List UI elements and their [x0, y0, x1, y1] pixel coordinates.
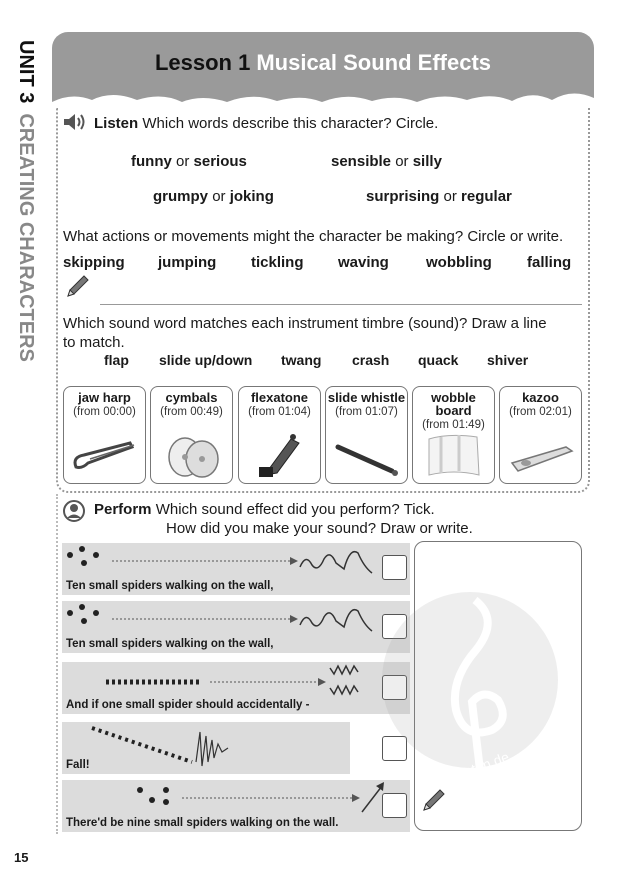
lyric-strip — [62, 543, 410, 595]
flexatone-icon — [245, 429, 316, 479]
listen-prompt: Which words describe this character? Circle. — [142, 115, 439, 132]
lesson-number: Lesson 1 — [154, 50, 251, 75]
choice-pair[interactable]: funny or serious — [131, 153, 247, 170]
jaw-harp-icon — [70, 429, 141, 479]
lyric-strip — [62, 722, 350, 774]
instrument-card[interactable]: slide whistle (from 01:07) — [325, 386, 408, 484]
falling-dots-icon — [62, 722, 350, 768]
match-prompt: Which sound word matches each instrument timbre (sound)? Draw a line to match. — [63, 315, 547, 351]
lesson-name: Musical Sound Effects — [256, 50, 492, 75]
wobble-board-icon — [419, 429, 490, 479]
sound-word[interactable]: twang — [281, 352, 322, 368]
page-number: 15 — [14, 850, 29, 865]
action-word[interactable]: tickling — [251, 254, 304, 271]
unit-title: CREATING CHARACTERS — [15, 113, 37, 362]
unit-label — [8, 36, 48, 396]
perform-label: Perform — [94, 501, 152, 518]
perform-icon — [63, 500, 85, 522]
lyric-strip — [62, 662, 410, 714]
cymbals-icon — [157, 429, 228, 479]
choice-pair[interactable]: grumpy or joking — [153, 188, 274, 205]
lyric-line: Fall! — [66, 759, 90, 771]
perform-prompt: Which sound effect did you perform? Tick. — [155, 501, 435, 518]
svg-text:UNIT 3CREATING CHARACTERS — [15, 40, 37, 362]
pencil-icon — [64, 274, 90, 300]
instrument-card[interactable]: cymbals (from 00:49) — [150, 386, 233, 484]
watermark-logo — [380, 570, 560, 800]
action-word[interactable]: waving — [338, 254, 389, 271]
lyric-line: Ten small spiders walking on the wall, — [66, 580, 274, 592]
listen-label: Listen — [94, 115, 139, 132]
sound-word[interactable]: shiver — [487, 352, 529, 368]
sound-word[interactable]: flap — [104, 352, 129, 368]
choice-pair[interactable]: sensible or silly — [331, 153, 442, 170]
dots-wave-icon — [62, 601, 410, 637]
perform-border — [56, 494, 58, 834]
write-line[interactable] — [100, 304, 582, 305]
instrument-card[interactable]: jaw harp (from 00:00) — [63, 386, 146, 484]
dots-arrow-icon — [62, 780, 410, 816]
actions-prompt: What actions or movements might the character be making? Circle or write. — [63, 228, 564, 245]
action-word[interactable]: falling — [527, 254, 572, 271]
sound-word[interactable]: slide up/down — [159, 352, 253, 368]
perform-prompt-2: How did you make your sound? Draw or write. — [166, 520, 473, 537]
lyric-line: There'd be nine small spiders walking on the wall. — [66, 817, 339, 829]
choice-pair[interactable]: surprising or regular — [366, 188, 512, 205]
kazoo-icon — [506, 429, 577, 479]
action-word[interactable]: wobbling — [426, 254, 492, 271]
instrument-card[interactable]: wobble board (from 01:49) — [412, 386, 495, 484]
speaker-icon — [62, 112, 88, 132]
instrument-card[interactable]: kazoo (from 02:01) — [499, 386, 582, 484]
dots-zigzag-icon — [62, 662, 410, 702]
action-word[interactable]: skipping — [63, 254, 125, 271]
lyric-line: And if one small spider should accidentally - — [66, 699, 310, 711]
lesson-title — [52, 50, 594, 76]
unit-number: UNIT 3 — [15, 40, 37, 104]
action-word[interactable]: jumping — [158, 254, 217, 271]
lyric-strip — [62, 601, 410, 653]
slide-whistle-icon — [332, 429, 403, 479]
lyric-line: Ten small spiders walking on the wall, — [66, 638, 274, 650]
watermark-text: alle-noten.de — [429, 748, 512, 792]
sound-word[interactable]: quack — [418, 352, 459, 368]
dots-wave-icon — [62, 543, 410, 579]
sound-word[interactable]: crash — [352, 352, 390, 368]
instrument-card[interactable]: flexatone (from 01:04) — [238, 386, 321, 484]
lyric-strip — [62, 780, 410, 832]
